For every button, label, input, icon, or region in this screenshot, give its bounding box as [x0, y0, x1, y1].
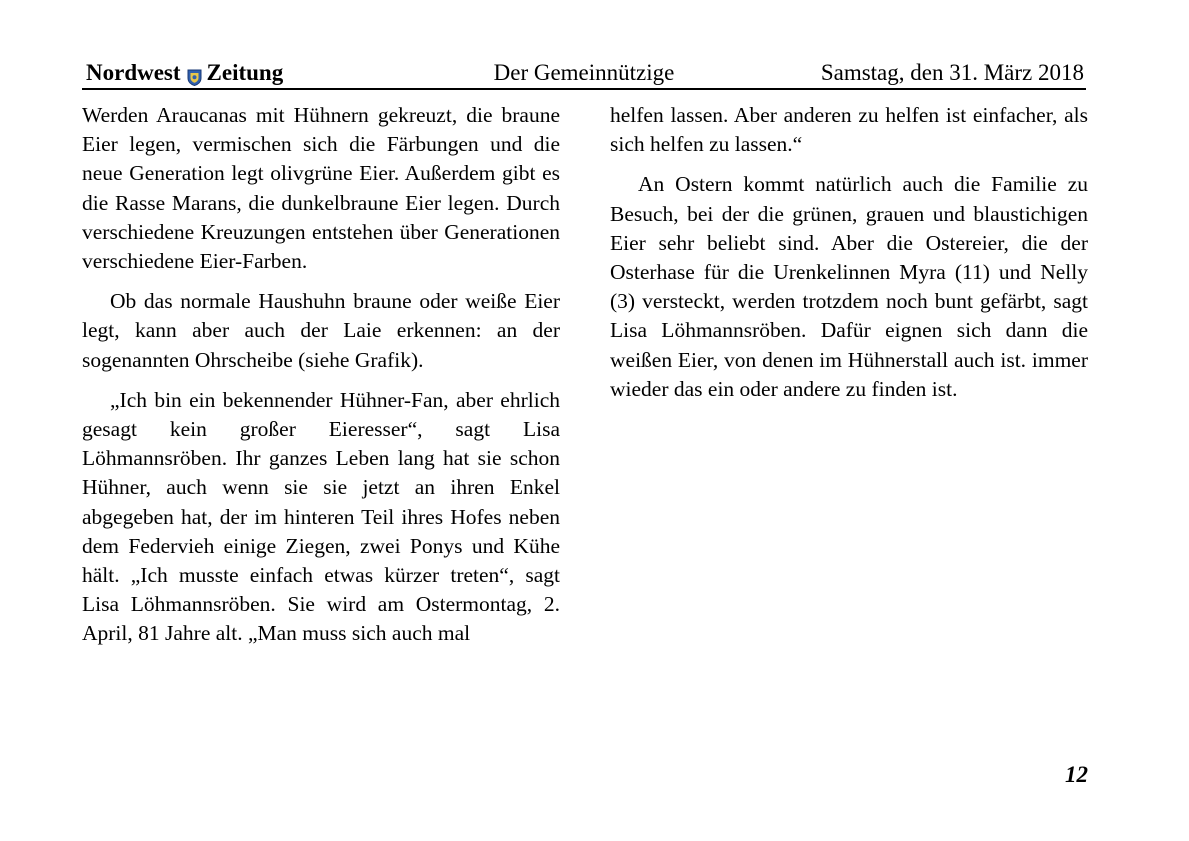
brand-name-part1: Nordwest	[86, 60, 181, 85]
masthead	[82, 58, 1086, 90]
article-column-right	[610, 101, 1088, 415]
issue-date: Samstag, den 31. März 2018	[820, 60, 1084, 85]
page-number: 12	[1065, 762, 1088, 787]
paragraph: An Ostern kommt natürlich auch die Familie zu Besuch, bei der die grünen, grauen und blaustichigen Eier sehr beliebt sind. Aber die Ostereier, die der Osterhase für die Urenkelinnen Myra (11) und Nelly (3) versteckt, werden trotzdem noch bunt gefärbt, sagt Lisa Löhmannsröben. Dafür eignen sich dann die weißen Eier, von denen im Hühnerstall auch ist. immer wieder das ein oder andere zu finden ist.	[610, 172, 1088, 401]
paragraph: Werden Araucanas mit Hühnern gekreuzt, die braune Eier legen, vermischen sich die Färbungen und die neue Generation legt olivgrüne Eier. Außerdem gibt es die Rasse Marans, die dunkelbraune Eier legen. Durch verschiedene Kreuzungen entstehen über Generationen verschiedene Eier-Farben.	[82, 103, 560, 274]
paragraph: „Ich bin ein bekennender Hühner-Fan, aber ehrlich gesagt kein großer Eieresser“, sagt Lisa Löhmannsröben. Ihr ganzes Leben lang hat sie schon Hühner, auch wenn sie sie jetzt an ihren Enkel abgegeben hat, der im hinteren Teil ihres Hofes neben dem Federvieh einige Ziegen, zwei Ponys und Kühe hält. „Ich musste einfach etwas kürzer treten“, sagt Lisa Löhmannsröben. Sie wird am Ostermontag, 2. April, 81 Jahre alt. „Man muss sich auch mal	[82, 387, 560, 646]
article-column-left	[82, 101, 560, 660]
paragraph: Ob das normale Haushuhn braune oder weiße Eier legt, kann aber auch der Laie erkennen: an der sogenannten Ohrscheibe (siehe Grafik).	[82, 289, 560, 372]
paragraph: helfen lassen. Aber anderen zu helfen ist einfacher, als sich helfen zu lassen.“	[610, 103, 1088, 157]
brand-name-part2: Zeitung	[206, 60, 284, 85]
publication-title: Der Gemeinnützige	[493, 60, 675, 85]
